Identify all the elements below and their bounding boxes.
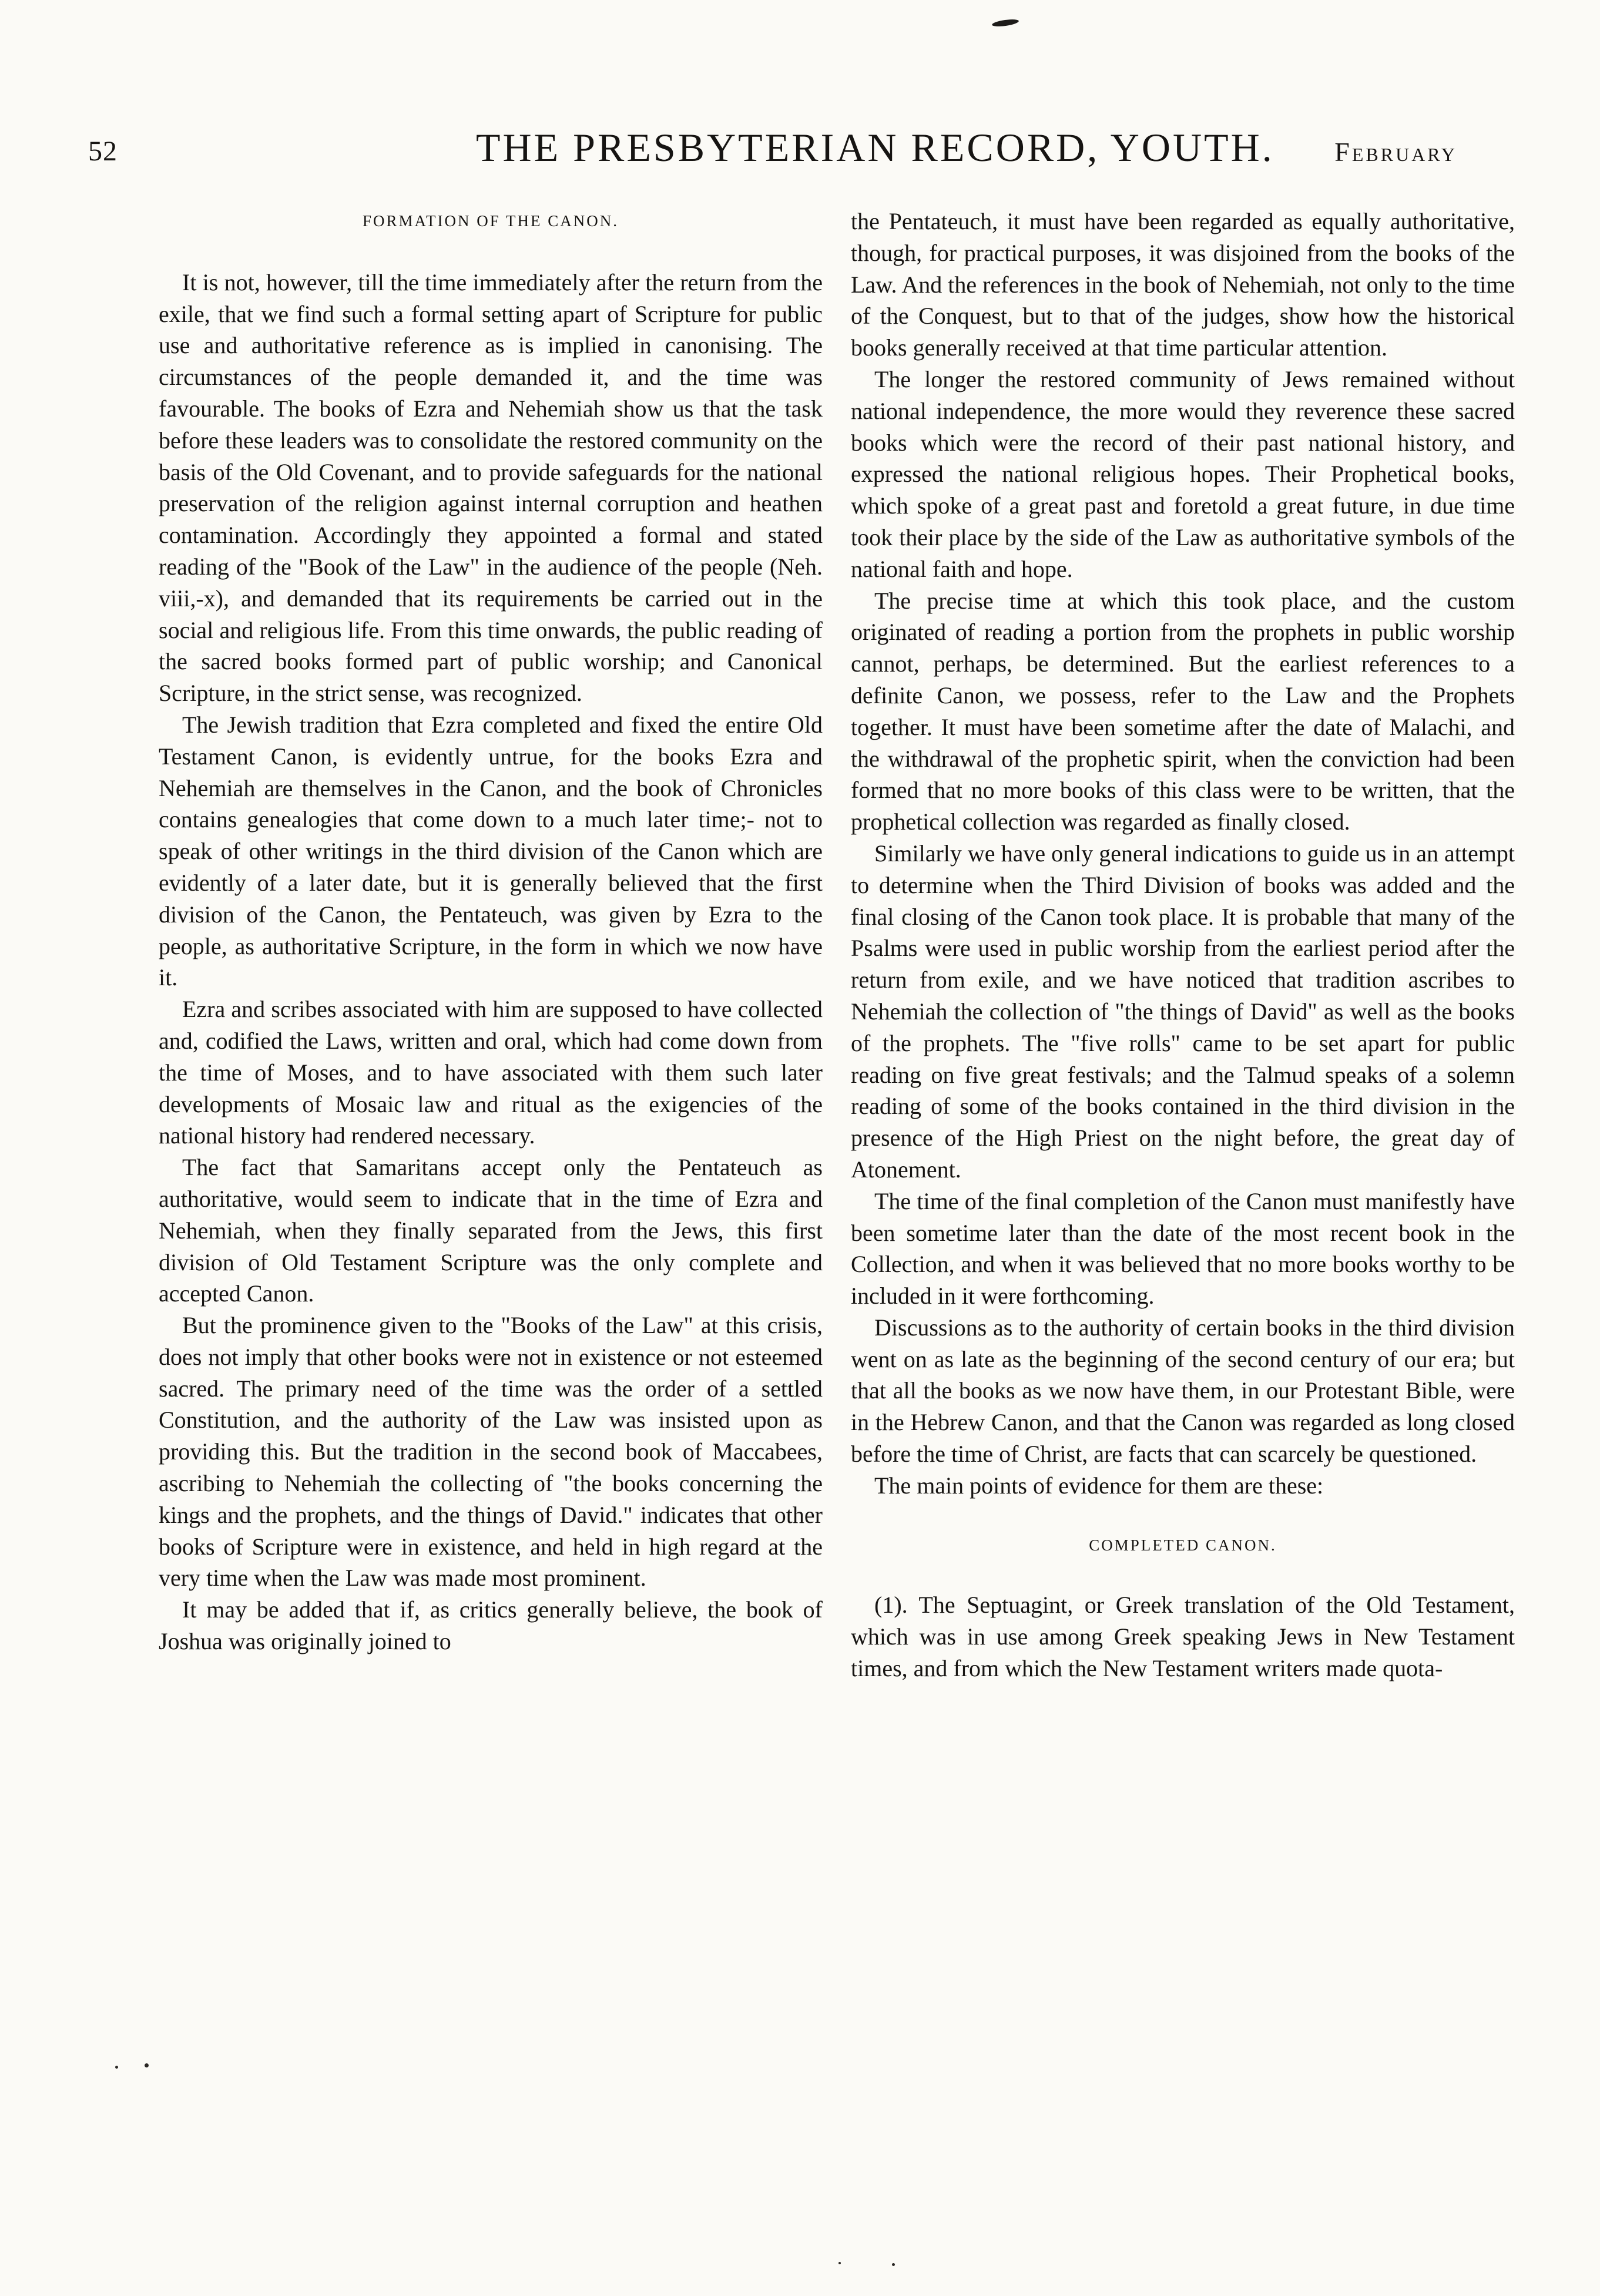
paragraph: The Jewish tradition that Ezra completed and fixed the entire Old Testament Canon, is evidently untrue, for the books Ezra and Nehemiah are themselves in the Canon, and the book of Chronicles contains genealogies that come down to a much later time;- not to speak of other writings in the third division of the Canon which are evidently of a later date, but it is generally believed that the first division of the Canon, the Pentateuch, was given by Ezra to the people, as authoritative Scripture, in the form in which we now have it. bbox=[159, 711, 823, 991]
right-column bbox=[851, 206, 1515, 1684]
section-heading-completed: COMPLETED CANON. bbox=[1089, 1536, 1277, 1554]
paragraph: The main points of evidence for them are these: bbox=[874, 1472, 1324, 1499]
paragraph: Ezra and scribes associated with him are supposed to have collected and, codified the Laws, written and oral, which had come down from the time of Moses, and to have associated with them such later developments of Mosaic law and ritual as the exigencies of the national history had rendered necessary. bbox=[159, 996, 823, 1149]
speck bbox=[892, 2263, 895, 2266]
paragraph: The longer the restored community of Jews remained without national independence, the more would they reverence these sacred books which were the record of their past national history, and expressed the national religious hopes. Their Prophetical books, which spoke of a great past and foretold a great future, in due time took their place by the side of the Law as authoritative symbols of the national faith and hope. bbox=[851, 365, 1515, 582]
left-column bbox=[159, 206, 823, 1657]
paragraph: The time of the final completion of the Canon must manifestly have been sometime later than the date of the most recent book in the Collection, and when it was believed that no more books worthy to be included in it were forthcoming. bbox=[851, 1187, 1515, 1310]
speck bbox=[115, 2066, 118, 2069]
issue-month: February bbox=[1334, 137, 1457, 167]
speck bbox=[145, 2063, 149, 2067]
speck bbox=[838, 2262, 841, 2264]
running-title: THE PRESBYTERIAN RECORD, YOUTH. bbox=[476, 125, 1274, 170]
paragraph: (1). The Septuagint, or Greek translation of the Old Testament, which was in use among Greek speaking Jews in New Testament times, and from which the New Testament writers made quota- bbox=[851, 1592, 1515, 1682]
paragraph: The precise time at which this took place, and the custom originated of reading a portion from the prophets in public worship cannot, perhaps, be determined. But the earliest references to a definite Canon, we possess, refer to the Law and the Prophets together. It must have been sometime after the date of Malachi, and the withdrawal of the prophetic spirit, when the conviction had been formed that no more books of this class were to be written, that the prophetical collection was regarded as finally closed. bbox=[851, 587, 1515, 835]
page-header bbox=[88, 125, 1457, 189]
paragraph: Discussions as to the authority of certain books in the third division went on as late as the beginning of the second century of our era; but that all the books as we now have them, in our Protestant Bible, were in the Hebrew Canon, and that the Canon was regarded as long closed before the time of Christ, are facts that can scarcely be questioned. bbox=[851, 1314, 1515, 1468]
section-heading-formation: FORMATION OF THE CANON. bbox=[362, 212, 619, 230]
paragraph: It is not, however, till the time immediately after the return from the exile, that we find such a formal setting apart of Scripture for public use and authoritative reference as is implied in canonising. The circumstances of the people demanded it, and the time was favourable. The books of Ezra and Nehemiah show us that the task before these leaders was to consolidate the restored community on the basis of the Old Covenant, and to provide safeguards for the national preservation of the religion against internal corruption and heathen contamination. Accordingly they appointed a formal and stated reading of the "Book of the Law" in the audience of the people (Neh. viii,-x), and demanded that its requirements be carried out in the social and religious life. From this time onwards, the public reading of the sacred books formed part of public worship; and Canonical Scripture, in the strict sense, was recognized. bbox=[159, 268, 823, 707]
ink-mark bbox=[992, 18, 1019, 28]
paragraph: The fact that Samaritans accept only the Pentateuch as authoritative, would seem to indicate that in the time of Ezra and Nehemiah, when they finally separated from the Jews, this first division of Old Testament Scripture was the only complete and accepted Canon. bbox=[159, 1154, 823, 1307]
paragraph: Similarly we have only general indications to guide us in an attempt to determine when the Third Division of books was added and the final closing of the Canon took place. It is probable that many of the Psalms were used in public worship from the earliest period after the return from exile, and we have noticed that tradition ascribes to Nehemiah the collection of "the things of David" as well as the books of the prophets. The "five rolls" came to be set apart for public reading on five great festivals; and the Talmud speaks of a solemn reading of some of the books contained in the third division in the presence of the High Priest on the night before, the great day of Atonement. bbox=[851, 840, 1515, 1183]
paragraph: But the prominence given to the "Books of the Law" at this crisis, does not imply that other books were not in existence or not esteemed sacred. The primary need of the time was the order of a settled Constitution, and the authority of the Law was insisted upon as providing this. But the tradition in the second book of Maccabees, ascribing to Nehemiah the collecting of "the books concerning the kings and the prophets, and the things of David." indicates that other books of Scripture were in existence, and held in high regard at the very time when the Law was made most prominent. bbox=[159, 1312, 823, 1592]
paragraph-continuation: the Pentateuch, it must have been regarded as equally authoritative, though, for practical purposes, it was disjoined from the books of the Law. And the references in the book of Nehemiah, not only to the time of the Conquest, but to that of the judges, show how the historical books generally received at that time particular attention. bbox=[851, 208, 1515, 361]
page-number: 52 bbox=[88, 136, 118, 167]
paragraph: It may be added that if, as critics generally believe, the book of Joshua was originally joined to bbox=[159, 1596, 823, 1655]
